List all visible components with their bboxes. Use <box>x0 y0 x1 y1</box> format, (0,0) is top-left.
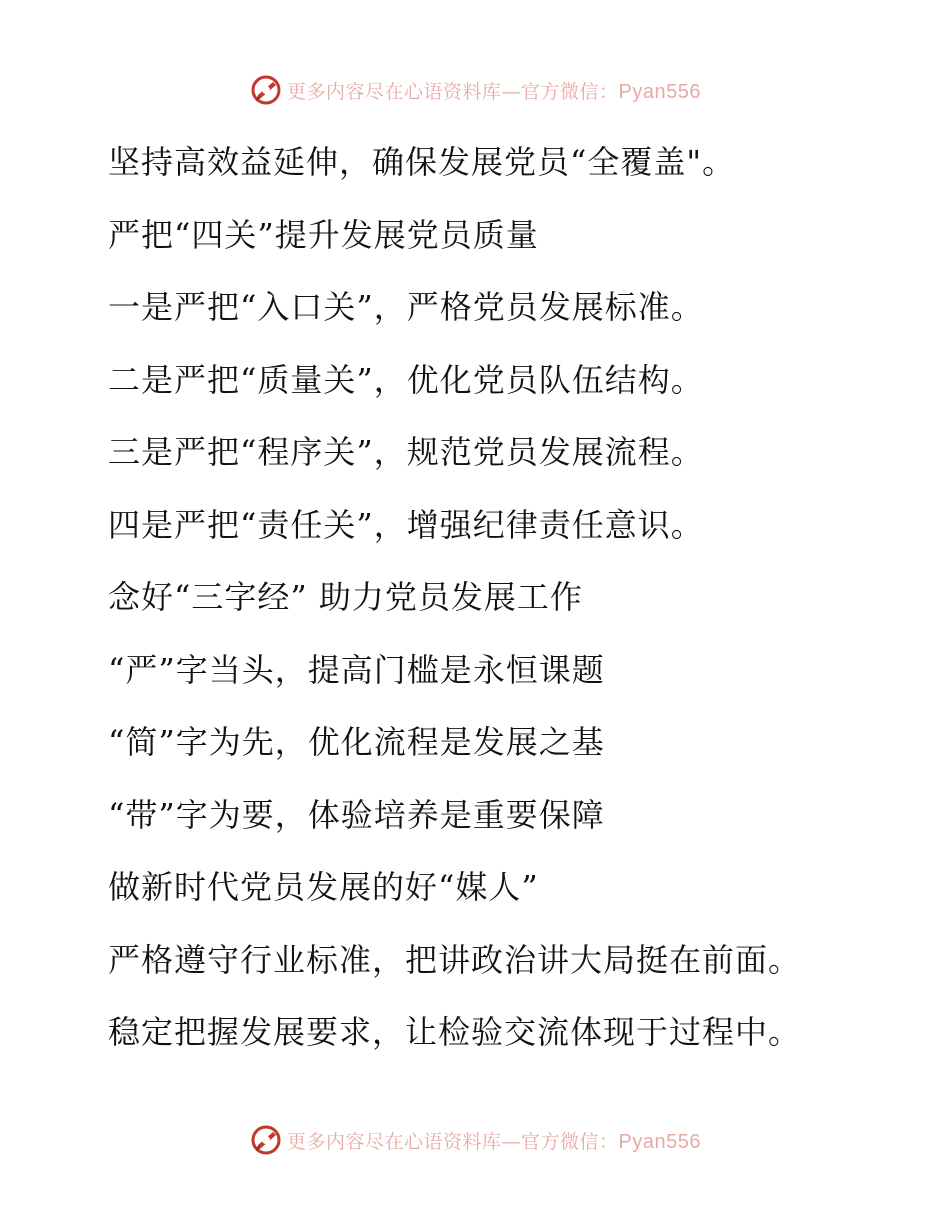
paragraph: “带”字为要，体验培养是重要保障 <box>108 795 605 834</box>
pen-seal-logo-icon <box>249 1123 283 1157</box>
watermark-text: 更多内容尽在心语资料库—官方微信：Pyan556 <box>287 1130 701 1153</box>
paragraph: 一是严把“入口关”，严格党员发展标准。 <box>108 288 704 326</box>
section-heading: 做新时代党员发展的好“媒人” <box>108 868 539 906</box>
paragraph: “简”字为先，优化流程是发展之基 <box>108 723 605 761</box>
header-watermark-banner <box>0 70 950 110</box>
watermark-handle: Pyan556 <box>618 1130 701 1153</box>
pen-seal-logo-icon <box>249 73 283 107</box>
paragraph: 坚持高效益延伸，确保发展党员“全覆盖"。 <box>108 143 736 181</box>
document-body <box>108 126 908 1069</box>
paragraph: 四是严把“责任关”，增强纪律责任意识。 <box>108 505 704 544</box>
section-heading: 严把“四关”提升发展党员质量 <box>108 215 539 254</box>
watermark-handle: Pyan556 <box>618 80 701 103</box>
paragraph: “严”字当头，提高门槛是永恒课题 <box>108 650 605 689</box>
paragraph: 严格遵守行业标准，把讲政治讲大局挺在前面。 <box>108 940 802 979</box>
paragraph: 稳定把握发展要求，让检验交流体现于过程中。 <box>108 1013 802 1051</box>
paragraph: 三是严把“程序关”，规范党员发展流程。 <box>108 433 704 471</box>
watermark-text: 更多内容尽在心语资料库—官方微信：Pyan556 <box>287 80 701 103</box>
section-heading: 念好“三字经” 助力党员发展工作 <box>108 578 583 616</box>
footer-watermark-banner <box>0 1120 950 1160</box>
paragraph: 二是严把“质量关”，优化党员队伍结构。 <box>108 360 704 399</box>
